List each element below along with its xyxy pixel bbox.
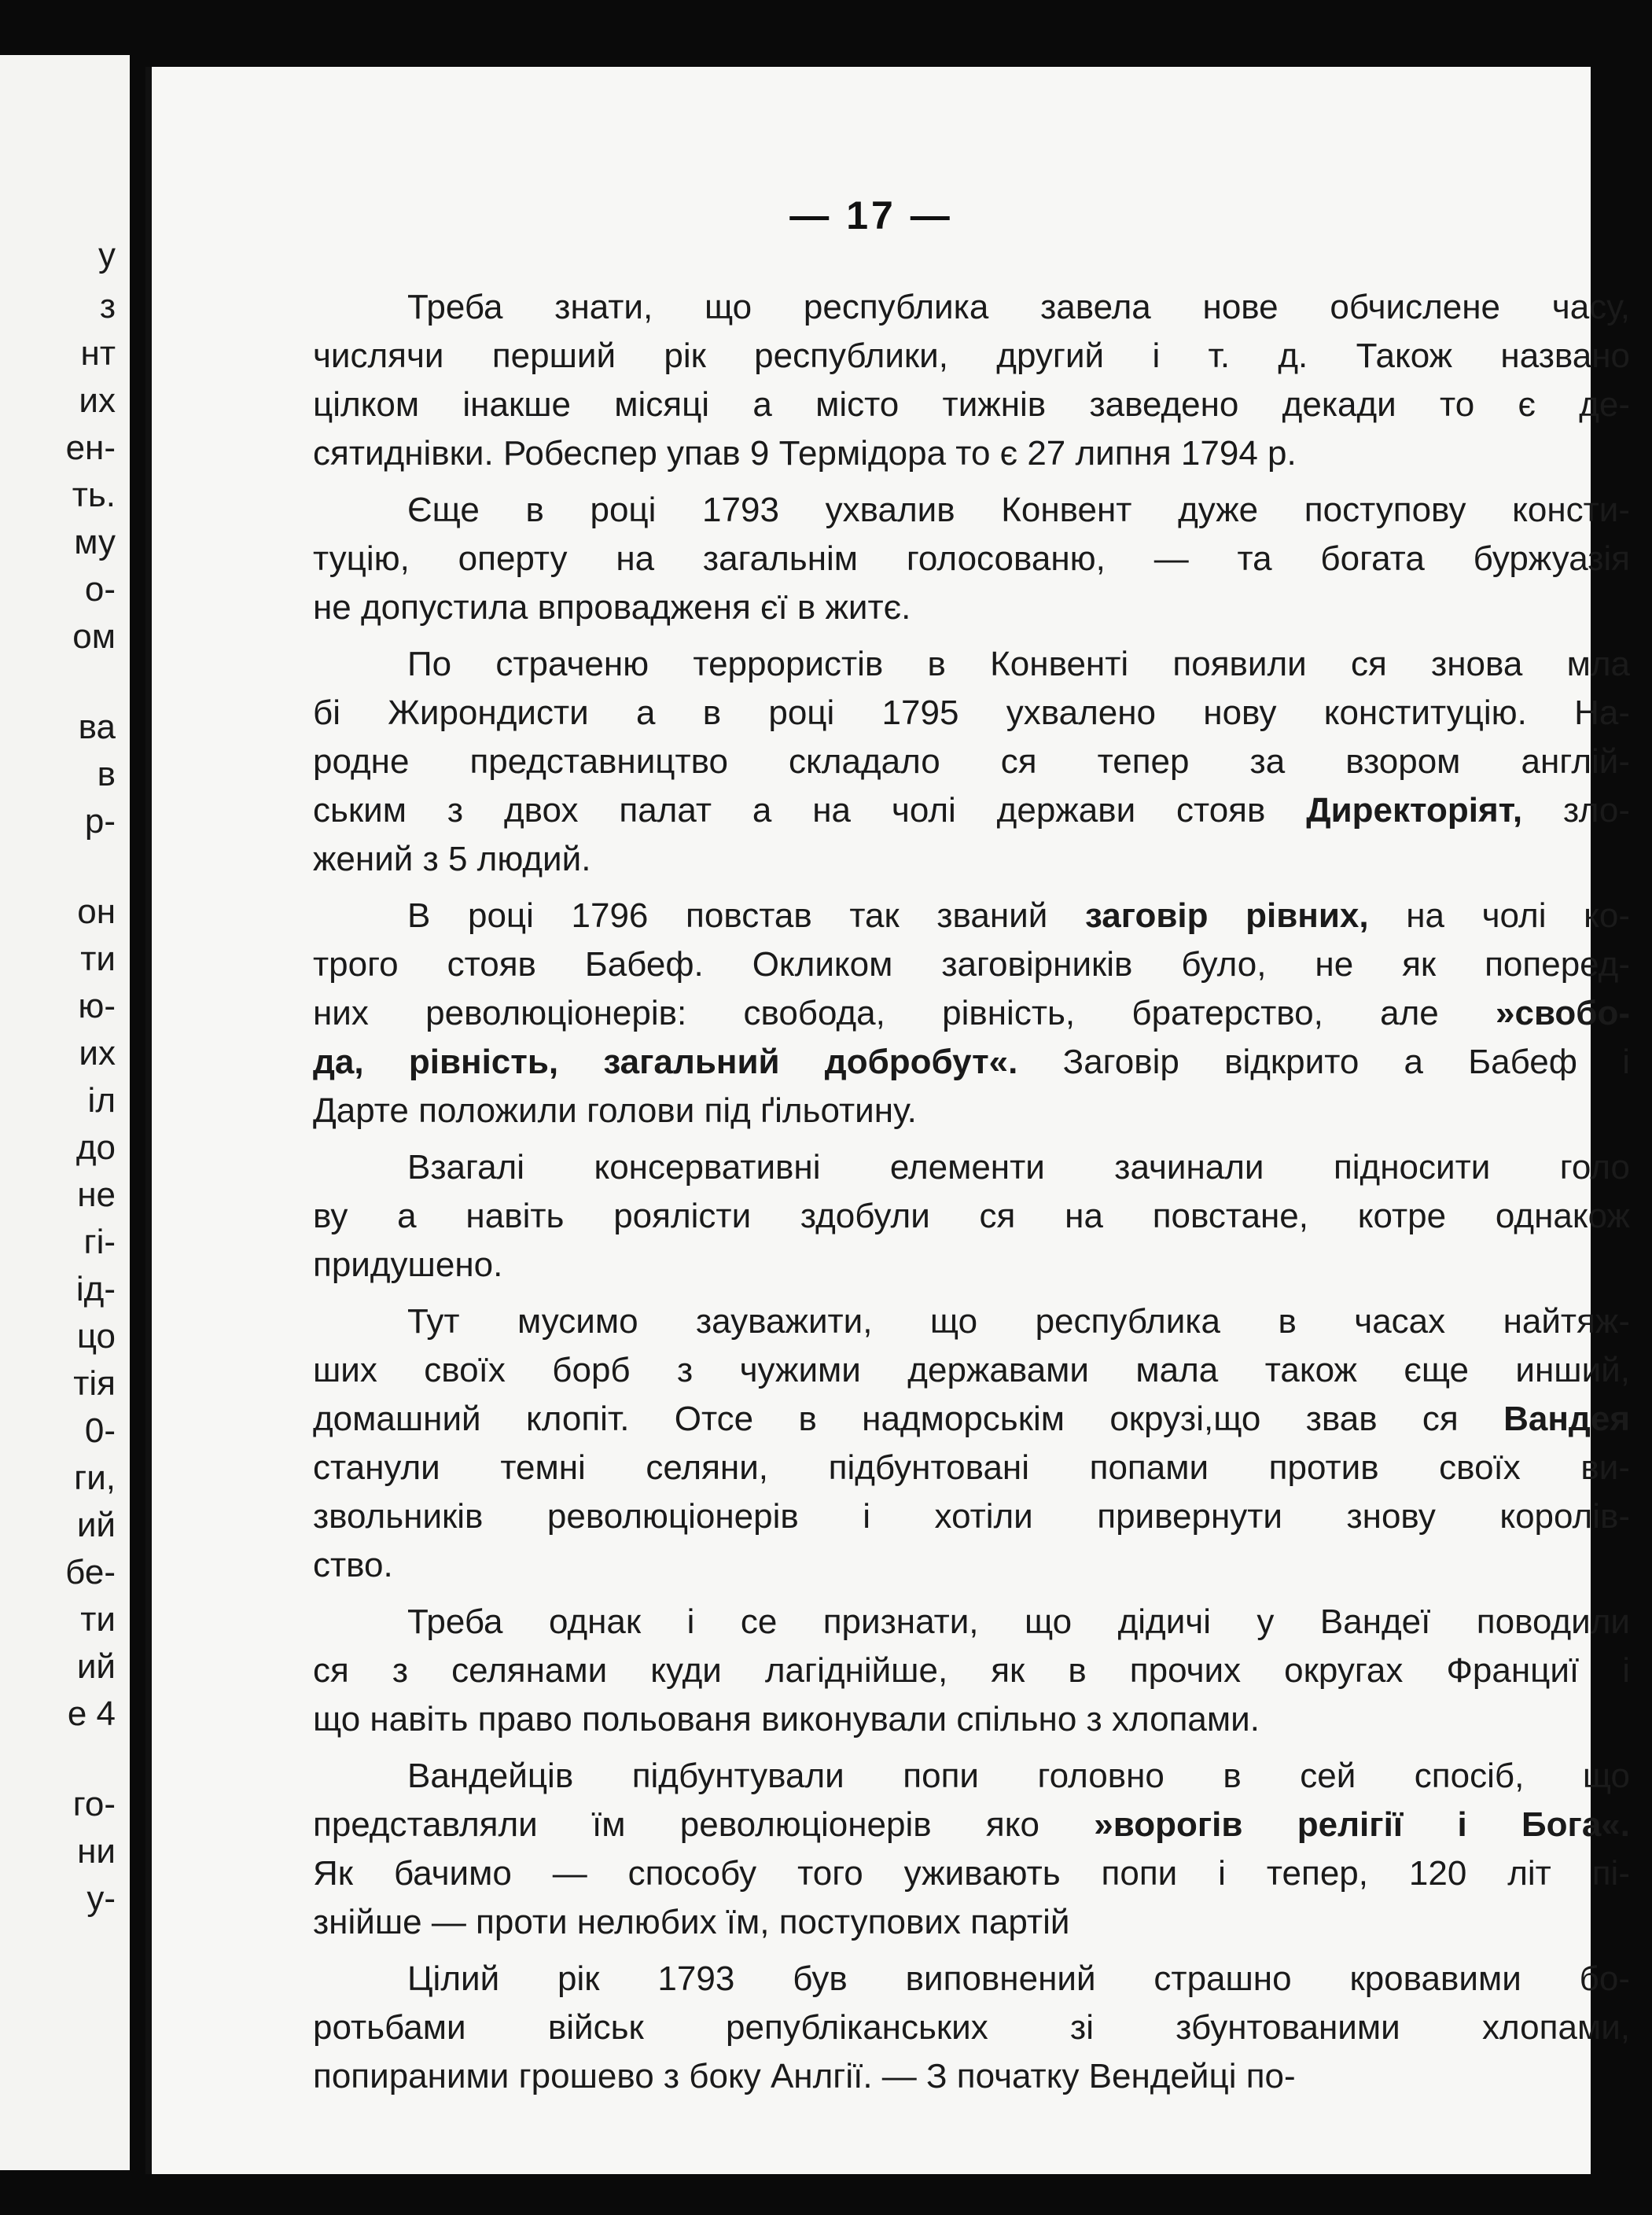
text-line	[313, 1346, 1630, 1395]
text-line	[313, 738, 1630, 786]
text-span: представляли їм революціонерів яко	[313, 1805, 1095, 1844]
text-span: на чолі ко-	[1368, 896, 1630, 935]
text-line	[313, 1087, 1630, 1135]
paragraph	[313, 1297, 1630, 1590]
fragment-line: ть.	[72, 476, 116, 514]
text-span: сятиднівки. Робеспер упав 9 Термідора то є 27 липня 1794 р.	[313, 434, 1297, 473]
text-line	[313, 283, 1630, 332]
text-span: придушено.	[313, 1245, 503, 1284]
fragment-line: до	[75, 1128, 116, 1167]
fragment-line: о-	[84, 570, 116, 609]
fragment-line: ий	[76, 1647, 116, 1686]
fragment-line: у-	[86, 1879, 116, 1918]
text-line	[313, 332, 1630, 381]
text-span: Цілий рік 1793 був виповнений страшно кровавими бо-	[407, 1959, 1630, 1998]
bold-text: Директоріят,	[1306, 791, 1523, 830]
paragraph	[313, 1598, 1630, 1744]
fragment-line: он	[77, 892, 116, 931]
paragraph	[313, 892, 1630, 1135]
text-line	[313, 835, 1630, 884]
paragraph	[313, 1752, 1630, 1947]
text-line	[313, 1444, 1630, 1492]
text-line	[313, 1297, 1630, 1346]
text-line	[313, 1541, 1630, 1590]
fragment-line: цо	[76, 1317, 116, 1356]
text-span: звольників революціонерів і хотіли привернути знову королів-	[313, 1497, 1630, 1536]
text-span: ших своїх борб з чужими державами мала також єще инший,	[313, 1351, 1630, 1389]
fragment-line: у	[98, 236, 116, 274]
text-span: Треба знати, що республика завела нове обчислене часу,	[407, 288, 1630, 326]
fragment-line: ю-	[78, 987, 116, 1025]
text-line	[313, 1695, 1630, 1744]
text-span: Дарте положили голови під ґільотину.	[313, 1091, 917, 1130]
paragraph	[313, 640, 1630, 884]
fragment-line: гі-	[83, 1223, 116, 1261]
text-span: В році 1796 повстав так званий	[407, 896, 1085, 935]
text-line	[313, 640, 1630, 689]
text-line	[313, 1598, 1630, 1647]
bold-text: »ворогів релігії і Бога«.	[1094, 1805, 1630, 1844]
body-text	[313, 283, 1630, 2101]
text-span: Заговір відкрито а Бабеф і	[1017, 1043, 1630, 1081]
text-line	[313, 1955, 1630, 2003]
text-line	[313, 1143, 1630, 1192]
text-span: Взагалі консервативні елементи зачинали підносити голо	[407, 1148, 1630, 1187]
fragment-line: их	[79, 381, 116, 420]
text-span: не допустила впровадженя єї в житє.	[313, 588, 911, 627]
fragment-line: ти	[80, 940, 116, 978]
fragment-line: р-	[84, 802, 116, 841]
fragment-line: го-	[72, 1785, 116, 1823]
text-span: Тут мусимо зауважити, що республика в часах найтяж-	[407, 1302, 1630, 1341]
fragment-line: ен-	[65, 429, 116, 467]
text-span: трого стояв Бабеф. Окликом заговірників було, не як поперед-	[313, 945, 1630, 984]
text-line	[313, 1752, 1630, 1801]
text-span: ся з селянами куди лагіднійше, як в прочих округах Франциї і	[313, 1651, 1630, 1690]
paragraph	[313, 1143, 1630, 1290]
text-line	[313, 1192, 1630, 1241]
text-line	[313, 1849, 1630, 1898]
scan-bottom-edge	[145, 2174, 1584, 2215]
text-span: Вандейців підбунтували попи головно в сей спосіб, що	[407, 1757, 1630, 1795]
text-span: Треба однак і се признати, що дідичі у Вандеї поводили	[407, 1602, 1630, 1641]
fragment-line: ий	[76, 1506, 116, 1544]
text-span: знійше — проти нелюбих їм, поступових партій	[313, 1903, 1070, 1941]
text-span: станули темні селяни, підбунтовані попами против своїх ви-	[313, 1448, 1630, 1487]
text-line	[313, 989, 1630, 1038]
text-line	[313, 1801, 1630, 1849]
paragraph	[313, 486, 1630, 632]
text-span: ву а навіть роялісти здобули ся на повстане, котре однакож	[313, 1197, 1630, 1235]
page-number: — 17 —	[789, 193, 953, 237]
text-line	[313, 1241, 1630, 1290]
fragment-line: бе-	[65, 1553, 116, 1591]
text-line	[313, 486, 1630, 535]
fragment-line: в	[97, 755, 116, 793]
text-span: родне представництво складало ся тепер за взором англій-	[313, 742, 1630, 781]
fragment-line: е 4	[67, 1694, 116, 1733]
text-span: попираними грошево з боку Анлгії. — З початку Вендейці по-	[313, 2057, 1296, 2095]
bold-text: заговір рівних,	[1084, 896, 1369, 935]
fragment-line: іл	[87, 1081, 116, 1120]
bold-text: »свобо-	[1496, 994, 1630, 1032]
text-line	[313, 1492, 1630, 1541]
text-span: Як бачимо — способу того уживають попи і тепер, 120 літ пі-	[313, 1854, 1630, 1893]
fragment-line: 0-	[84, 1411, 116, 1450]
text-span: туцію, оперту на загальнім голосованю, — та богата буржуазія	[313, 539, 1630, 578]
fragment-line: ги,	[74, 1459, 116, 1497]
fragment-line: ти	[80, 1600, 116, 1639]
text-span: ротьбами військ републіканських зі збунтованими хлопами,	[313, 2008, 1630, 2047]
fragment-line: му	[74, 523, 116, 561]
text-line	[313, 786, 1630, 835]
fragment-line: нт	[80, 334, 116, 373]
text-line	[313, 689, 1630, 738]
fragment-line: ва	[78, 708, 116, 746]
fragment-line: ід-	[75, 1270, 116, 1308]
fragment-line: тія	[73, 1364, 116, 1403]
bold-text: да, рівність, загальний добробут«.	[313, 1043, 1018, 1081]
text-span: них революціонерів: свобода, рівність, братерство, але	[313, 994, 1496, 1032]
fragment-line: их	[79, 1034, 116, 1073]
text-span: числячи перший рік республики, другий і т. д. Також названо	[313, 337, 1630, 375]
text-line	[313, 583, 1630, 632]
text-span: ським з двох палат а на чолі держави стояв	[313, 791, 1307, 830]
book-page	[145, 67, 1630, 2174]
paragraph	[313, 283, 1630, 478]
text-line	[313, 429, 1630, 478]
fragment-line: ом	[72, 617, 116, 656]
text-line	[313, 1395, 1630, 1444]
text-span: зло-	[1522, 791, 1630, 830]
text-line	[313, 535, 1630, 583]
text-span: ство.	[313, 1546, 393, 1584]
text-span: Єще в році 1793 ухвалив Конвент дуже поступову консти-	[407, 491, 1630, 529]
text-span: бі Жирондисти а в році 1795 ухвалено нову конституцію. На-	[313, 694, 1630, 732]
text-line	[313, 2052, 1630, 2101]
text-line	[313, 381, 1630, 429]
paragraph	[313, 1955, 1630, 2101]
text-line	[313, 2003, 1630, 2052]
text-span: По страченю террористів в Конвенті появили ся знова мла	[407, 645, 1630, 683]
text-span: цілком інакше місяці а місто тижнів заведено декади то є де-	[313, 385, 1630, 424]
text-line	[313, 1898, 1630, 1947]
adjacent-page-fragment	[0, 55, 130, 2170]
text-line	[313, 892, 1630, 940]
fragment-line: не	[77, 1176, 116, 1214]
text-line	[313, 1647, 1630, 1695]
text-line	[313, 940, 1630, 989]
fragment-line: ни	[77, 1832, 116, 1871]
text-span: домашний клопіт. Отсе в надморськім окрузі,що звав ся	[313, 1400, 1504, 1438]
bold-text: Вандея	[1503, 1400, 1630, 1438]
text-span: що навіть право польованя виконували спільно з хлопами.	[313, 1700, 1260, 1739]
text-span: жений з 5 людий.	[313, 840, 591, 878]
text-line	[313, 1038, 1630, 1087]
fragment-line: з	[99, 287, 116, 326]
